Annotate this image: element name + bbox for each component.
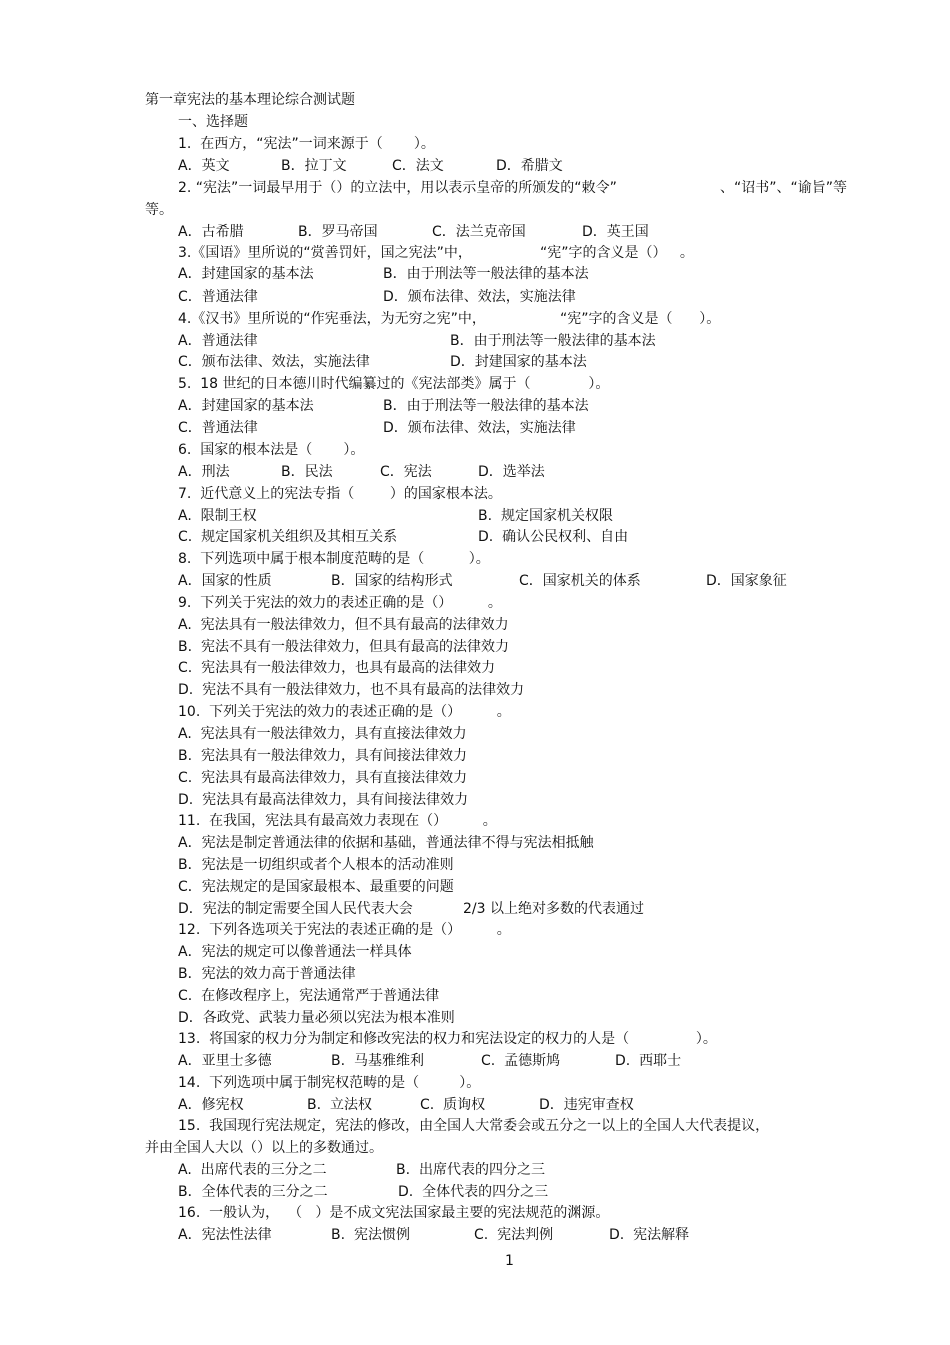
question-4-option-d: D．封建国家的基本法 bbox=[450, 354, 587, 370]
question-4-option-a: A．普通法律 bbox=[178, 333, 258, 349]
question-12-option-d: D．各政党、武装力量必须以宪法为根本准则 bbox=[178, 1010, 455, 1026]
question-14-option-d: D．违宪审查权 bbox=[539, 1097, 634, 1113]
question-12-option-a: A．宪法的规定可以像普通法一样具体 bbox=[178, 944, 412, 960]
question-7-option-b: B. 规定国家机关权限 bbox=[478, 508, 613, 524]
question-16-option-a: A．宪法性法律 bbox=[178, 1227, 272, 1243]
question-14-option-a: A．修宪权 bbox=[178, 1097, 244, 1113]
question-8-option-b: B．国家的结构形式 bbox=[331, 573, 453, 589]
question-6-option-a: A．刑法 bbox=[178, 464, 230, 480]
question-2-stem-tail: 、“诏书”、“谕旨”等 bbox=[720, 180, 848, 196]
question-12-option-b: B．宪法的效力高于普通法律 bbox=[178, 966, 356, 982]
question-15-option-d: D. 全体代表的四分之三 bbox=[398, 1184, 549, 1200]
question-15-option-c: B．全体代表的三分之二 bbox=[178, 1184, 328, 1200]
question-13-option-d: D. 西耶士 bbox=[615, 1053, 682, 1069]
question-6-option-c: C．宪法 bbox=[380, 464, 432, 480]
question-7-option-d: D. 确认公民权利、自由 bbox=[478, 529, 629, 545]
question-16-option-c: C. 宪法判例 bbox=[474, 1227, 554, 1243]
question-1-option-a: A．英文 bbox=[178, 158, 230, 174]
question-11-option-d-tail: 2/3 以上绝对多数的代表通过 bbox=[463, 901, 644, 917]
question-2-option-c: C．法兰克帝国 bbox=[432, 224, 526, 240]
question-2-option-b: B．罗马帝国 bbox=[298, 224, 378, 240]
question-14-option-b: B. 立法权 bbox=[307, 1097, 372, 1113]
question-10-stem: 10. 下列关于宪法的效力的表述正确的是（） 。 bbox=[178, 704, 511, 720]
question-8-option-c: C．国家机关的体系 bbox=[519, 573, 641, 589]
question-6-option-d: D．选举法 bbox=[478, 464, 545, 480]
question-10-option-c: C. 宪法具有最高法律效力，具有直接法律效力 bbox=[178, 770, 468, 786]
section-heading: 一、选择题 bbox=[178, 114, 248, 130]
question-9-option-c: C. 宪法具有一般法律效力，也具有最高的法律效力 bbox=[178, 660, 496, 676]
question-5-option-d: D．颁布法律、效法，实施法律 bbox=[383, 420, 576, 436]
question-4-stem-tail: “宪”字的含义是（ ）。 bbox=[560, 311, 721, 327]
question-13-option-b: B. 马基雅维利 bbox=[331, 1053, 424, 1069]
question-11-option-b: B．宪法是一切组织或者个人根本的活动准则 bbox=[178, 857, 454, 873]
question-3-stem-tail: “宪”字的含义是（） 。 bbox=[540, 245, 694, 261]
question-4-option-c: C．颁布法律、效法，实施法律 bbox=[178, 354, 370, 370]
question-1-stem: 1. 在西方，“宪法”一词来源于（ ）。 bbox=[178, 136, 435, 152]
question-4-stem: 4.《汉书》里所说的“作宪垂法，为无穷之宪”中， bbox=[178, 311, 486, 327]
question-3-stem: 3.《国语》里所说的“赏善罚奸，国之宪法”中， bbox=[178, 245, 472, 261]
question-7-option-c: C. 规定国家机关组织及其相互关系 bbox=[178, 529, 398, 545]
question-12-option-c: C. 在修改程序上，宪法通常严于普通法律 bbox=[178, 988, 440, 1004]
question-4-option-b: B．由于刑法等一般法律的基本法 bbox=[450, 333, 656, 349]
question-9-option-b: B. 宪法不具有一般法律效力，但具有最高的法律效力 bbox=[178, 639, 509, 655]
question-13-option-c: C. 孟德斯鸠 bbox=[481, 1053, 561, 1069]
question-10-option-a: A. 宪法具有一般法律效力，具有直接法律效力 bbox=[178, 726, 467, 742]
question-5-option-b: B．由于刑法等一般法律的基本法 bbox=[383, 398, 589, 414]
question-8-stem: 8. 下列选项中属于根本制度范畴的是（ ）。 bbox=[178, 551, 490, 567]
document-title: 第一章宪法的基本理论综合测试题 bbox=[145, 92, 355, 108]
question-13-option-a: A．亚里士多德 bbox=[178, 1053, 272, 1069]
question-6-option-b: B．民法 bbox=[281, 464, 333, 480]
question-16-option-b: B. 宪法惯例 bbox=[331, 1227, 410, 1243]
question-8-option-d: D．国家象征 bbox=[706, 573, 787, 589]
question-2-stem: 2. “宪法”一词最早用于（）的立法中，用以表示皇帝的所颁发的“敕令” bbox=[178, 180, 617, 196]
question-11-option-a: A．宪法是制定普通法律的依据和基础，普通法律不得与宪法相抵触 bbox=[178, 835, 594, 851]
question-16-option-d: D. 宪法解释 bbox=[609, 1227, 690, 1243]
question-9-option-a: A. 宪法具有一般法律效力，但不具有最高的法律效力 bbox=[178, 617, 509, 633]
question-2-option-a: A．古希腊 bbox=[178, 224, 244, 240]
question-7-stem: 7. 近代意义上的宪法专指（ ）的国家根本法。 bbox=[178, 486, 502, 502]
question-6-stem: 6. 国家的根本法是（ ）。 bbox=[178, 442, 365, 458]
question-1-option-c: C．法文 bbox=[392, 158, 444, 174]
question-15-option-b: B. 出席代表的四分之三 bbox=[396, 1162, 545, 1178]
question-15-stem: 15. 我国现行宪法规定，宪法的修改，由全国人大常委会或五分之一以上的全国人大代表提议， bbox=[178, 1118, 770, 1134]
question-8-option-a: A．国家的性质 bbox=[178, 573, 272, 589]
question-7-option-a: A. 限制王权 bbox=[178, 508, 257, 524]
question-11-option-d: D．宪法的制定需要全国人民代表大会 bbox=[178, 901, 413, 917]
question-11-stem: 11. 在我国，宪法具有最高效力表现在（） 。 bbox=[178, 813, 497, 829]
question-3-option-d: D．颁布法律、效法，实施法律 bbox=[383, 289, 576, 305]
question-15-option-a: A. 出席代表的三分之二 bbox=[178, 1162, 327, 1178]
question-16-stem: 16. 一般认为， （ ）是不成文宪法国家最主要的宪法规范的渊源。 bbox=[178, 1205, 610, 1221]
question-9-stem: 9. 下列关于宪法的效力的表述正确的是（） 。 bbox=[178, 595, 502, 611]
question-14-option-c: C. 质询权 bbox=[420, 1097, 486, 1113]
question-1-option-d: D．希腊文 bbox=[496, 158, 563, 174]
question-13-stem: 13. 将国家的权力分为制定和修改宪法的权力和宪法设定的权力的人是（ ）。 bbox=[178, 1031, 717, 1047]
question-9-option-d: D. 宪法不具有一般法律效力，也不具有最高的法律效力 bbox=[178, 682, 525, 698]
question-2-option-d: D．英王国 bbox=[582, 224, 649, 240]
question-15-stem-wrap: 并由全国人大以（）以上的多数通过。 bbox=[145, 1140, 383, 1156]
page-number: 1 bbox=[505, 1253, 514, 1269]
question-11-option-c: C．宪法规定的是国家最根本、最重要的问题 bbox=[178, 879, 454, 895]
question-5-option-a: A．封建国家的基本法 bbox=[178, 398, 314, 414]
question-3-option-c: C．普通法律 bbox=[178, 289, 258, 305]
question-12-stem: 12. 下列各选项关于宪法的表述正确的是（） 。 bbox=[178, 922, 511, 938]
question-3-option-b: B．由于刑法等一般法律的基本法 bbox=[383, 266, 589, 282]
question-10-option-b: B. 宪法具有一般法律效力，具有间接法律效力 bbox=[178, 748, 467, 764]
question-10-option-d: D. 宪法具有最高法律效力，具有间接法律效力 bbox=[178, 792, 469, 808]
question-3-option-a: A．封建国家的基本法 bbox=[178, 266, 314, 282]
question-2-stem-wrap: 等。 bbox=[145, 202, 173, 218]
question-1-option-b: B．拉丁文 bbox=[281, 158, 347, 174]
question-14-stem: 14. 下列选项中属于制宪权范畴的是（ ）。 bbox=[178, 1075, 481, 1091]
question-5-stem: 5. 18 世纪的日本德川时代编纂过的《宪法部类》属于（ ）。 bbox=[178, 376, 610, 392]
question-5-option-c: C．普通法律 bbox=[178, 420, 258, 436]
